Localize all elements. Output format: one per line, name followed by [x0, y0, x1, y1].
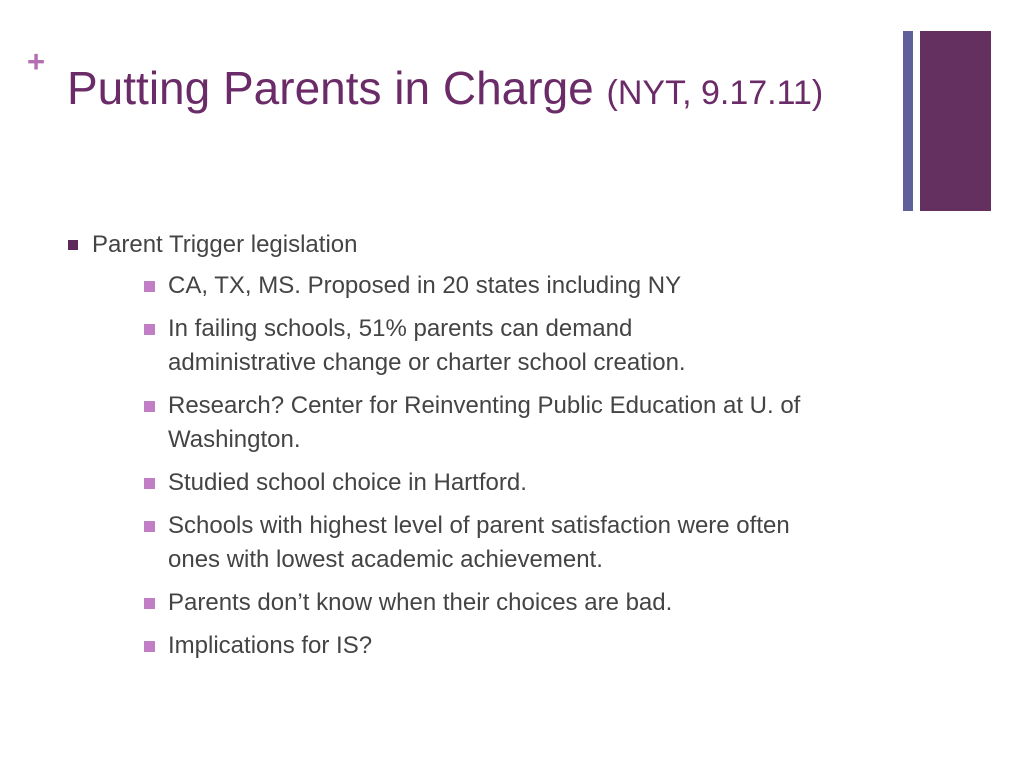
- sub-bullet-text: CA, TX, MS. Proposed in 20 states including NY: [168, 272, 682, 299]
- slide-content: [68, 229, 898, 672]
- square-bullet-icon: [144, 641, 155, 652]
- sub-bullet-item: [144, 629, 898, 663]
- square-bullet-icon: [144, 324, 155, 335]
- title-source: (NYT, 9.17.11): [606, 74, 824, 112]
- sub-bullet-text: Research? Center for Reinventing Public Education at U. of Washington.: [168, 392, 801, 453]
- title-main: Putting Parents in Charge: [67, 62, 594, 114]
- slide-title: [67, 64, 867, 117]
- square-bullet-icon: [144, 598, 155, 609]
- sub-bullet-item: [144, 509, 898, 577]
- sub-bullet-text: In failing schools, 51% parents can demand administrative change or charter school creation.: [168, 315, 686, 376]
- sub-bullet-item: [144, 466, 898, 500]
- sub-bullet-item: [144, 389, 898, 457]
- square-bullet-icon: [68, 240, 78, 250]
- square-bullet-icon: [144, 478, 155, 489]
- square-bullet-icon: [144, 281, 155, 292]
- square-bullet-icon: [144, 401, 155, 412]
- sub-bullet-text: Parents don’t know when their choices are bad.: [168, 589, 673, 616]
- sub-bullet-item: [144, 269, 898, 303]
- plus-icon: +: [27, 44, 46, 79]
- decorative-bar-thin: [903, 31, 913, 211]
- decorative-bar-wide: [920, 31, 991, 211]
- sub-bullet-item: [144, 586, 898, 620]
- sub-bullet-list: [68, 269, 898, 663]
- sub-bullet-item: [144, 312, 898, 380]
- sub-bullet-text: Implications for IS?: [168, 632, 373, 659]
- bullet-item: [68, 229, 898, 261]
- bullet-text: Parent Trigger legislation: [92, 231, 358, 258]
- square-bullet-icon: [144, 521, 155, 532]
- sub-bullet-text: Schools with highest level of parent satisfaction were often ones with lowest academic achievement.: [168, 512, 790, 573]
- sub-bullet-text: Studied school choice in Hartford.: [168, 469, 527, 496]
